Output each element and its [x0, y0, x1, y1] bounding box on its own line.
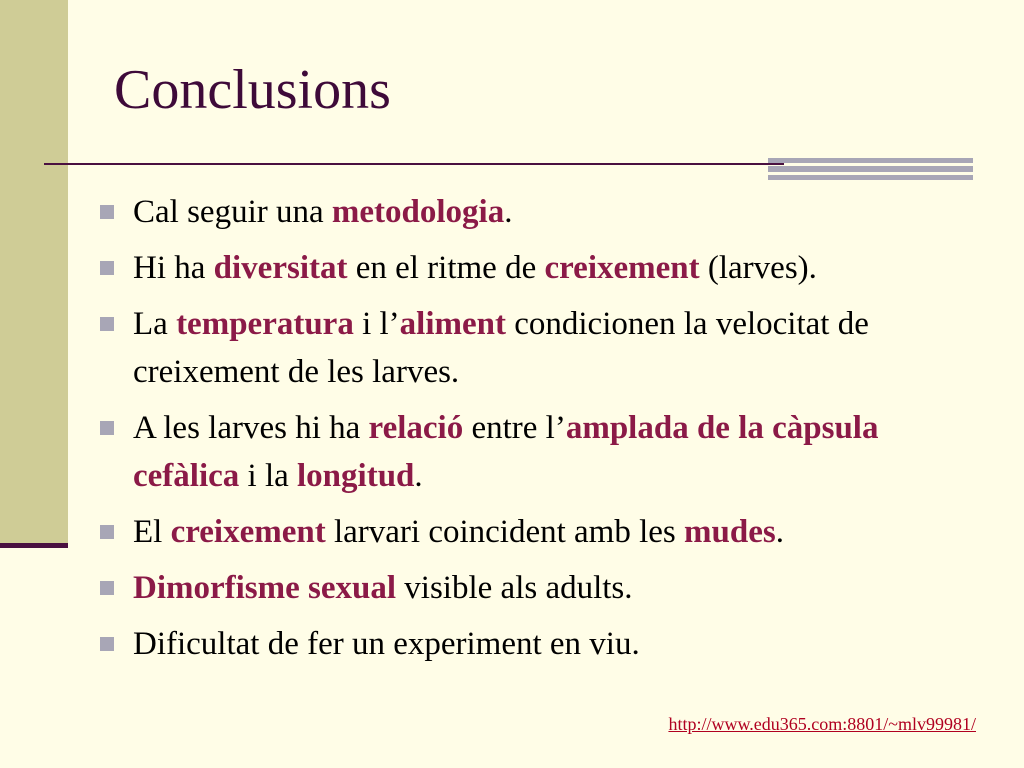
square-bullet-icon [100, 261, 114, 275]
bullet-text: El [133, 514, 171, 550]
slide-title: Conclusions [114, 59, 391, 121]
bullet-text: . [504, 194, 513, 230]
emphasized-term: temperatura [176, 306, 354, 342]
emphasized-term: aliment [399, 306, 506, 342]
square-bullet-icon [100, 581, 114, 595]
bullet-list [100, 188, 980, 676]
square-bullet-icon [100, 317, 114, 331]
bullet-text: visible als adults. [396, 570, 633, 606]
bullet-item [100, 188, 980, 236]
bullet-text: entre l’ [463, 410, 566, 446]
bullet-text: Cal seguir una [133, 194, 332, 230]
emphasized-term: amplada de la càpsula cefàlica [133, 410, 879, 494]
decorative-bar [768, 175, 973, 180]
source-link[interactable]: http://www.edu365.com:8801/~mlv99981/ [668, 714, 976, 734]
emphasized-term: metodologia [331, 194, 505, 230]
bullet-text: A les larves hi ha [133, 410, 369, 446]
bullet-text: larvari coincident amb les [325, 514, 684, 550]
bullet-text: i la [239, 458, 298, 494]
emphasized-term: Dimorfisme sexual [133, 570, 397, 606]
bullet-text: i l’ [353, 306, 400, 342]
bullet-text: La [133, 306, 177, 342]
emphasized-term: longitud [297, 458, 415, 494]
bullet-text: en el ritme de [347, 250, 545, 286]
decorative-bar [768, 158, 973, 163]
square-bullet-icon [100, 637, 114, 651]
bullet-text: . [775, 514, 784, 550]
emphasized-term: creixement [544, 250, 700, 286]
square-bullet-icon [100, 205, 114, 219]
square-bullet-icon [100, 525, 114, 539]
emphasized-term: relació [368, 410, 464, 446]
bullet-item [100, 404, 980, 500]
bullet-text: . [414, 458, 423, 494]
emphasized-term: creixement [170, 514, 326, 550]
bullet-text: (larves). [699, 250, 817, 286]
bullet-item [100, 620, 980, 668]
emphasized-term: mudes [684, 514, 776, 550]
bullet-item [100, 244, 980, 292]
bullet-text: Dificultat de fer un experiment en viu. [133, 626, 640, 662]
decorative-bar [768, 166, 973, 172]
bullet-text: condicionen la velocitat de creixement de les larves. [133, 306, 869, 390]
left-decorative-band [0, 0, 68, 548]
bullet-text: Hi ha [133, 250, 214, 286]
bullet-item [100, 300, 980, 396]
bullet-item [100, 564, 980, 612]
left-band-accent-line [0, 543, 68, 548]
square-bullet-icon [100, 421, 114, 435]
emphasized-term: diversitat [213, 250, 348, 286]
title-underline [44, 163, 784, 165]
bullet-item [100, 508, 980, 556]
